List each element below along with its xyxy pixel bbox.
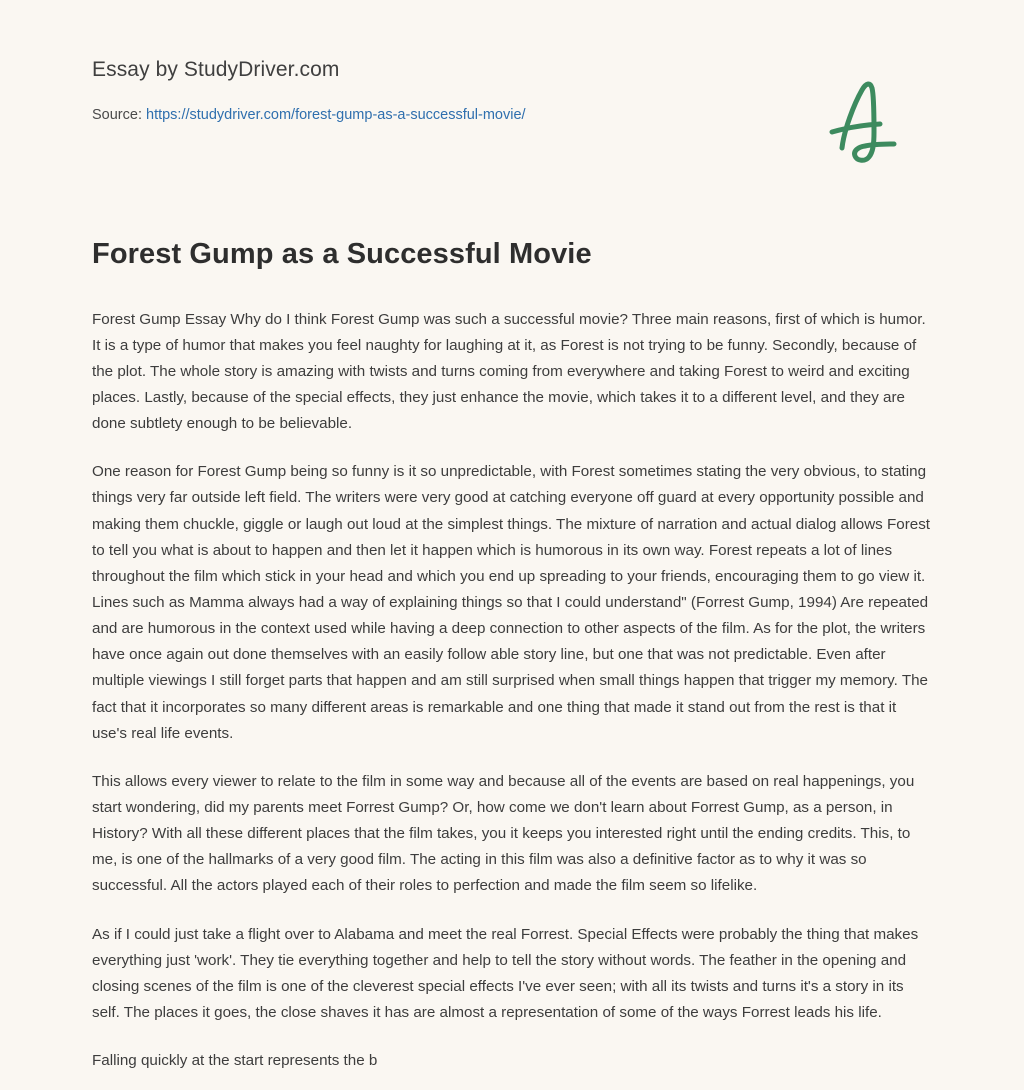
studydriver-logo-icon <box>802 70 922 170</box>
paragraph: Falling quickly at the start represents the b <box>92 1052 378 1070</box>
paragraph: This allows every viewer to relate to the film in some way and because all of the events are based on real happenings, you start wondering, did my parents meet Forrest Gump? Or, how come we don't learn about Forrest Gump, as a person, in History? With all these different places that the film takes, you it keeps you interested right until the ending credits. This, to me, is one of the hallmarks of a very good film. The acting in this film was also a definitive factor as to why it was so successful. All the actors played each of their roles to perfection and made the film seem so lifelike. <box>92 772 915 895</box>
source-label: Source: <box>92 107 146 124</box>
document-header <box>92 56 932 126</box>
paragraph: One reason for Forest Gump being so funny is it so unpredictable, with Forest sometimes stating the very obvious, to stating things very far outside left field. The writers were very good at catching everyone off guard at every opportunity possible and making them chuckle, giggle or laugh out loud at the simplest things. The mixture of narration and actual dialog allows Forest to tell you what is about to happen and then let it happen which is humorous in its own way. Forest repeats a lot of lines throughout the film which stick in your head and which you end up spreading to your friends, encouraging them to go view it. Lines such as Mamma always had a way of explaining things so that I could understand" (Forrest Gump, 1994) Are repeated and are humorous in the context used while having a deep connection to other aspects of the film. As for the plot, the writers have once again out done themselves with an easily follow able story line, but one that was not predictable. Even after multiple viewings I still forget parts that happen and am still surprised when small things happen that trigger my memory. The fact that it incorporates so many different areas is remarkable and one thing that made it stand out from the rest is that it use's real life events. <box>92 463 931 742</box>
essay-byline: Essay by StudyDriver.com <box>92 58 340 81</box>
source-url-link[interactable]: https://studydriver.com/forest-gump-as-a-successful-movie/ <box>146 107 526 124</box>
paragraph: Forest Gump Essay Why do I think Forest Gump was such a successful movie? Three main reasons, first of which is humor. It is a type of humor that makes you feel naughty for laughing at it, as Forest is not trying to be funny. Secondly, because of the plot. The whole story is amazing with twists and turns coming from everywhere and taking Forest to weird and exciting places. Lastly, because of the special effects, they just enhance the movie, which takes it to a different level, and they are done subtlety enough to be believable. <box>92 310 926 433</box>
article-body <box>92 307 932 1075</box>
page-title: Forest Gump as a Successful Movie <box>92 237 592 270</box>
paragraph: As if I could just take a flight over to Alabama and meet the real Forrest. Special Effects were probably the thing that makes everything just 'work'. They tie everything together and help to tell the story without words. The feather in the opening and closing scenes of the film is one of the cleverest special effects I've ever seen; with all its twists and turns it's a story in its self. The places it goes, the close shaves it has are almost a representation of some of the ways Forrest leads his life. <box>92 925 919 1021</box>
